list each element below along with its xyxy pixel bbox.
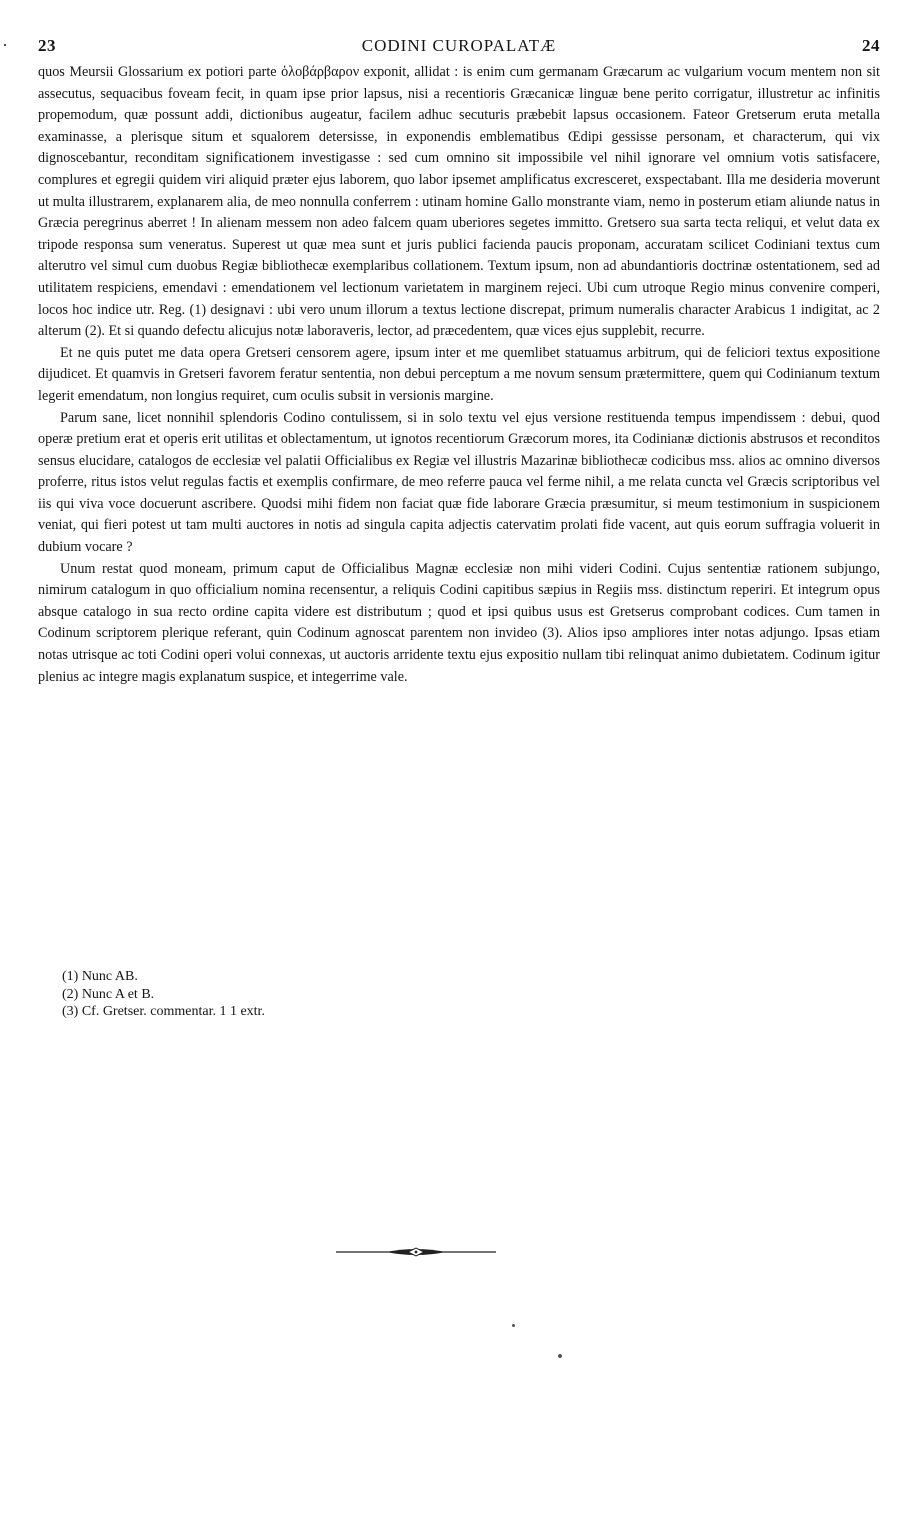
main-text bbox=[38, 62, 880, 688]
running-title: CODINI CUROPALATÆ bbox=[361, 36, 557, 55]
paragraph: Parum sane, licet nonnihil splendoris Codino contulissem, si in solo textu vel ejus versione restituenda tempus impendissem : debui, quod operæ pretium erat et operis erit utilitas et oblectamentum, ut ignotos recentiorum Græcorum mores, ita Codinianæ dictionis abstrusos et reconditos sensus elucidare, catalogos de ecclesiæ vel palatii Officialibus ex Regiæ vel illustris Mazarinæ bibliothecæ codicibus mss. alios ac omnino diversos proferre, ritus istos velut regulas factis et exemplis confirmare, de meo referre pauca vel ferme nihil, a me relata cuncta vel Græcis scriptoribus vel iis qui viva voce docuerunt ascribere. Quodsi mihi fidem non faciat quæ fide laborare Græcia præsumitur, si meum testimonium in suspicionem veniat, qui fieri potest ut tam multi auctores in notis ad singula capita adjectis catervatim prolati fide vacent, aut quis eorum suffragia voluerit in dubium vocare ? bbox=[38, 409, 880, 556]
footnote: (1) Nunc AB. bbox=[62, 969, 138, 984]
ink-speck bbox=[558, 1354, 562, 1358]
page-number-left: 23 bbox=[38, 36, 56, 55]
end-ornament bbox=[336, 1245, 496, 1259]
paragraph: Unum restat quod moneam, primum caput de Officialibus Magnæ ecclesiæ non mihi videri Codini. Cujus sententiæ rationem subjungo, nimirum catalogum in quo officialium nomina recensentur, a reliquis Codini capitibus sæpius in Regiis mss. distinctum reperiri. Et integrum opus absque catalogo in sua recto ordine capita videre est distributum ; quod et ipsi quibus usus est Gretserus comprobant codices. Cum tamen in Codinum scriptorem plerique referant, quin Codinum agnoscat parentem non invideo (3). Alios ipso ampliores inter notas adjungo. Ipsas etiam notas utrisque ac toti Codini operi volui connexas, ut auctoris arridente textu ejus expositio nullam tibi relinquat animo dubietatem. Codinum igitur plenius ac integre magis explanatum suspice, et integerrime vale. bbox=[38, 560, 880, 685]
page-number-right: 24 bbox=[862, 36, 880, 55]
footnotes bbox=[62, 968, 562, 1021]
running-header bbox=[38, 34, 880, 60]
paragraph: quos Meursii Glossarium ex potiori parte ὁλοβάρβαρον exponit, allidat : is enim cum germanam Græcarum ac vulgarium vocum mentem non sit assecutus, sequacibus foveam fecit, in quam ipse prior lapsus, nisi a recentioris Græcanicæ linguæ bene perito corrigatur, illustretur ac infinitis propemodum, quæ possunt addi, dictionibus augeatur, facilem adhuc secuturis præbebit lapsus occasionem. Fateor Gretserum eruta metalla examinasse, a plerisque situm et squalorem detersisse, in exponendis emblematibus Œdipi gessisse personam, et characterum, qui vix dignoscebantur, reconditam significationem investigasse : sed cum omnino sit impossibile vel nihil ignorare vel omnium votis satisfacere, complures et egregii quidem viri aliquid præter ejus laborem, quo labor ipsemet amplificatus excresceret, exspectabant. Illa me desideria moverunt ut multa illustrarem, explanarem alia, de meo nonnulla conferrem : utinam homine Gallo monstrante viam, nemo in posterum etiam aliunde natus in Græcia peregrinus aberret ! In alienam messem non adeo falcem quam uberiores segetes immitto. Gretsero sua sarta tecta reliqui, et velut data ex tripode responsa sum veneratus. Superest ut quæ mea sunt et juris publici facienda paucis proponam, accuratam scilicet Codiniani textus cum alterutro vel simul cum duobus Regiæ bibliothecæ exemplaribus collationem. Textum ipsum, non ad abundantioris doctrinæ ostentationem, sed ad utilitatem respiciens, emendavi : emendationem vel lectionum varietatem in marginem rejeci. Ubi cum utroque Regio minus convenire comperi, locos hoc indice utr. Reg. (1) designavi : ubi vero unum illorum a textus lectione discrepat, primum numeralis character Arabicus 1 indigitat, ac 2 alterum (2). Et si quando defectu alicujus notæ laboraveris, lector, ad præcedentem, quæ vices ejus supplebit, recurre. bbox=[38, 64, 880, 340]
ink-speck bbox=[512, 1324, 515, 1327]
paragraph: Et ne quis putet me data opera Gretseri censorem agere, ipsum inter et me quemlibet statuamus arbitrum, qui de feliciori textus expositione dijudicet. Et quamvis in Gretseri favorem feratur sententia, non debui perceptum a me novum sensum prætermittere, quem qui Codinianum textum legerit emendatum, non longius requiret, cum oculis subsit in versionis margine. bbox=[38, 344, 880, 404]
margin-mark bbox=[4, 44, 6, 46]
footnote: (3) Cf. Gretser. commentar. 1 1 extr. bbox=[62, 1004, 265, 1019]
footnote: (2) Nunc A et B. bbox=[62, 986, 155, 1002]
